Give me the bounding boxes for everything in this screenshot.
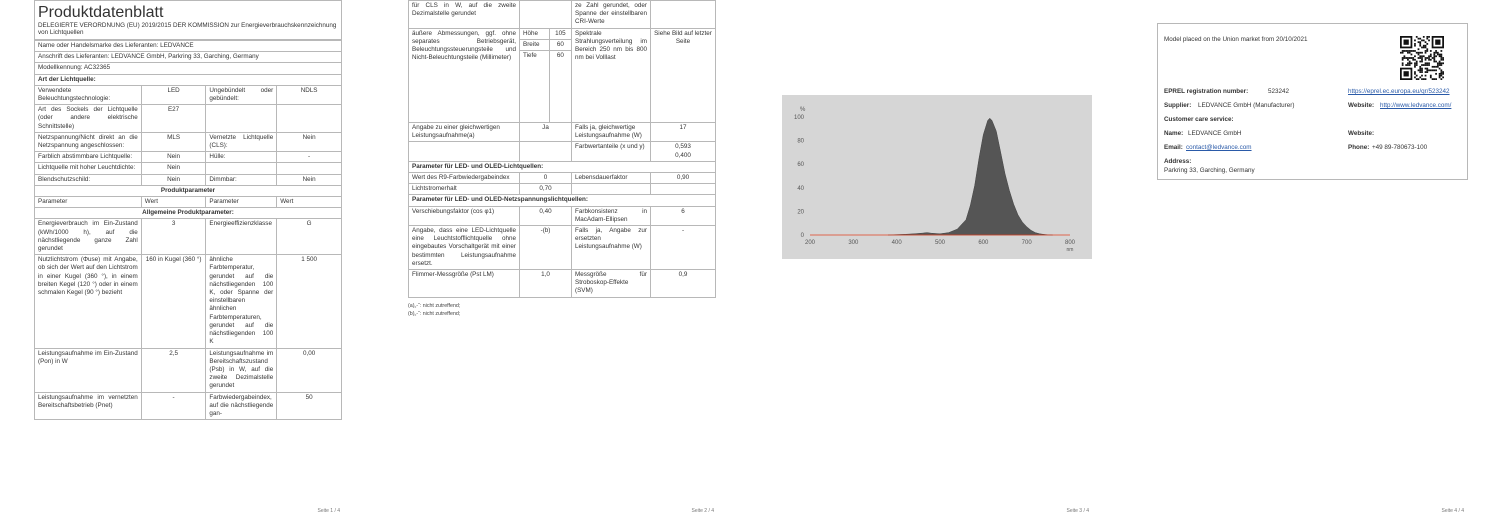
table-cell: NDLS (277, 85, 342, 104)
page-2 (408, 0, 716, 514)
table-cell: Leistungsaufnahme im Bereitschaftszustand (Psb) in W, auf die zweite Dezimalstelle gerundet (206, 348, 277, 392)
footnotes (408, 302, 716, 318)
table-cell: G (277, 219, 342, 255)
table-cell (206, 163, 277, 174)
eprel-label: EPREL registration number: (1164, 88, 1249, 95)
table-row (409, 123, 716, 142)
table-cell: Messgröße für Stroboskop-Effekte (SVM) (572, 270, 651, 298)
website-link[interactable]: http://www.ledvance.com/ (1380, 102, 1452, 109)
table-cell: - (277, 152, 342, 163)
table-cell (206, 105, 277, 133)
table-cell: - (141, 392, 206, 420)
table-cell: 160 in Kugel (360 °) (141, 255, 206, 348)
table-cell (520, 1, 572, 29)
table-cell: 1,0 (520, 270, 572, 298)
dim-name: Breite (520, 39, 550, 50)
table-row (35, 219, 342, 255)
table-cell: Nutzlichtstrom (Φuse) mit Angabe, ob sich der Wert auf den Lichtstrom in einer Kugel (360 °), in einem breiten Kegel (120 °) oder in einem schmalen Kegel (90 °) bezieht (35, 255, 142, 348)
spectral-label: Spektrale Strahlungsverteilung im Bereich 250 nm bis 800 nm bei Volllast (572, 28, 651, 122)
footnote: (a)„-“: nicht zutreffend; (408, 302, 461, 309)
name-label: Name: (1164, 130, 1184, 137)
table-cell: ähnliche Farbtemperatur, gerundet auf die nächstliegenden 100 K, oder Spanne der einstellbaren ähnlichen Farbtemperaturen, gerundet auf die nächstliegenden 100 K (206, 255, 277, 348)
eprel-number: 523242 (1268, 88, 1290, 95)
y-tick-label: 80 (797, 138, 804, 145)
x-tick-label: 700 (1021, 240, 1032, 246)
table-cell: - (651, 226, 716, 270)
table-cell: Flimmer-Messgröße (Pst LM) (409, 270, 520, 298)
table-row (35, 174, 342, 185)
supplier-name: Name oder Handelsmarke des Lieferanten: LEDVANCE (35, 41, 342, 52)
table-row (409, 173, 716, 184)
table-cell: Ja (520, 123, 572, 142)
table-cell: 0,40 (520, 206, 572, 225)
y-tick-label: 0 (800, 233, 804, 239)
table-cell: 1 500 (277, 255, 342, 348)
table-cell (520, 142, 572, 161)
table-row (409, 28, 716, 39)
dim-name: Höhe (520, 28, 550, 39)
page-1 (34, 0, 342, 514)
table-cell (651, 184, 716, 195)
param-header-cell: Parameter (35, 197, 142, 208)
x-tick-label: 500 (934, 240, 946, 246)
table-row (409, 142, 716, 161)
table-cell: Farbkonsistenz in MacAdam-Ellipsen (572, 206, 651, 225)
eprel-card (1157, 23, 1468, 180)
dim-name: Tiefe (520, 51, 550, 123)
market-date: Model placed on the Union market from 20/10/2021 (1164, 36, 1308, 43)
table-cell: Nein (141, 163, 206, 174)
customer-care-label: Customer care service: (1164, 116, 1234, 123)
spectrum-chart (782, 95, 1092, 259)
supplier-value: LEDVANCE GmbH (Manufacturer) (1198, 102, 1295, 109)
supplier-label: Supplier: (1164, 102, 1192, 109)
table-row (409, 270, 716, 298)
table-cell (572, 184, 651, 195)
table-cell: Nein (141, 152, 206, 163)
table-cell: Nein (277, 132, 342, 151)
table-cell: Angabe zu einer gleichwertigen Leistungsaufnahme(a) (409, 123, 520, 142)
table-cell (277, 163, 342, 174)
eprel-link[interactable]: https://eprel.ec.europa.eu/qr/523242 (1348, 88, 1450, 95)
table-cell: E27 (141, 105, 206, 133)
email-link[interactable]: contact@ledvance.com (1186, 144, 1252, 151)
table-cell: Lichtstromerhalt (409, 184, 520, 195)
table-cell: Lebensdauerfaktor (572, 173, 651, 184)
table-row (35, 105, 342, 133)
regulation-subtitle: DELEGIERTE VERORDNUNG (EU) 2019/2015 DER KOMMISSION zur Energieverbrauchskennzeichnung von Lichtquellen (38, 22, 337, 36)
phone-label: Phone: (1348, 144, 1370, 151)
table-cell: 0,9 (651, 270, 716, 298)
table-cell: Leistungsaufnahme im Ein-Zustand (Pon) in W (35, 348, 142, 392)
table-cell: Energieeffizienzklasse (206, 219, 277, 255)
led-params-heading: Parameter für LED- und OLED-Lichtquellen: (409, 161, 716, 172)
table-cell: Ungebündelt oder gebündelt: (206, 85, 277, 104)
y-axis-label: % (800, 107, 806, 113)
table-cell: LED (141, 85, 206, 104)
table-cell: Lichtquelle mit hoher Leuchtdichte: (35, 163, 142, 174)
table-row (35, 348, 342, 392)
address-value: Parkring 33, Garching, Germany (1164, 167, 1255, 174)
table-row (35, 85, 342, 104)
table-cell: Nein (141, 174, 206, 185)
model-id: Modellkennung: AC32365 (35, 63, 342, 74)
x-tick-label: 600 (978, 240, 989, 246)
product-table-2 (408, 0, 716, 298)
table-cell: Farbwiedergabeindex, auf die nächstliegende gan- (206, 392, 277, 420)
table-cell: Angabe, dass eine LED-Lichtquelle eine Leuchtstofflichtquelle ohne eingebautes Vorschaltgerät mit einer bestimmten Leistungsaufnahme ersetzt. (409, 226, 520, 270)
email-label: Email: (1164, 144, 1183, 151)
table-cell: Blendschutzschild: (35, 174, 142, 185)
footnote: (b)„-“: nicht zutreffend; (408, 310, 461, 317)
product-params-heading: Produktparameter (35, 185, 342, 196)
x-axis-label: nm (1066, 247, 1074, 253)
y-tick-label: 40 (797, 185, 804, 192)
name-value: LEDVANCE GmbH (1188, 130, 1242, 137)
y-tick-label: 100 (793, 115, 804, 121)
table-row (409, 206, 716, 225)
y-tick-label: 20 (797, 209, 804, 216)
dim-value: 60 (549, 39, 571, 50)
param-header-cell: Parameter (206, 197, 277, 208)
table-cell: 2,5 (141, 348, 206, 392)
dim-value: 105 (549, 28, 571, 39)
table-row (35, 392, 342, 420)
website-label: Website: (1348, 102, 1375, 109)
table-cell: Verschiebungsfaktor (cos φ1) (409, 206, 520, 225)
product-table-1 (34, 40, 342, 420)
table-cell: Farbwertanteile (x und y) (572, 142, 651, 161)
spectral-value: Siehe Bild auf letzter Seite (651, 28, 716, 122)
table-cell (409, 142, 520, 161)
table-cell: 0 (520, 173, 572, 184)
table-cell: Falls ja, Angabe zur ersetzten Leistungsaufnahme (W) (572, 226, 651, 270)
table-cell: 0,70 (520, 184, 572, 195)
header-box (34, 0, 342, 40)
x-tick-label: 200 (804, 240, 816, 246)
table-cell: Falls ja, gleichwertige Leistungsaufnahme (W) (572, 123, 651, 142)
general-params-heading: Allgemeine Produktparameter: (35, 208, 342, 219)
table-cell (277, 105, 342, 133)
y-tick-label: 60 (797, 162, 804, 169)
phone-value: +49 89-780673-100 (1372, 144, 1428, 151)
table-cell: Farblich abstimmbare Lichtquelle: (35, 152, 142, 163)
table-cell: Dimmbar: (206, 174, 277, 185)
page-number: Seite 3 / 4 (1066, 508, 1089, 514)
table-row (35, 163, 342, 174)
page-title: Produktdatenblatt (38, 4, 164, 21)
table-cell: Verwendete Beleuchtungstechnologie: (35, 85, 142, 104)
table-cell: 17 (651, 123, 716, 142)
page-number: Seite 2 / 4 (691, 508, 714, 514)
table-cell: Wert des R9-Farbwiedergabeindex (409, 173, 520, 184)
param-header-row (35, 197, 342, 208)
x-tick-label: 800 (1064, 240, 1076, 246)
table-row (35, 255, 342, 348)
website2-label: Website: (1348, 130, 1375, 137)
supplier-address: Anschrift des Lieferanten: LEDVANCE GmbH, Parkring 33, Garching, Germany (35, 52, 342, 63)
page-3 (782, 0, 1091, 514)
table-cell: Nein (277, 174, 342, 185)
table-cell: Energieverbrauch im Ein-Zustand (kWh/1000 h), auf die nächstliegende ganze Zahl gerundet (35, 219, 142, 255)
table-row (409, 226, 716, 270)
dims-label: äußere Abmessungen, ggf. ohne separates Betriebsgerät, Beleuchtungssteuerungsteile und Nicht-Beleuchtungsteile (Millimeter) (409, 28, 520, 122)
table-cell: Hülle: (206, 152, 277, 163)
table-row (35, 132, 342, 151)
table-row (409, 1, 716, 29)
param-header-cell: Wert (141, 197, 206, 208)
x-tick-label: 300 (848, 240, 859, 246)
table-cell: für CLS in W, auf die zweite Dezimalstelle gerundet (409, 1, 520, 29)
table-cell (651, 1, 716, 29)
table-cell: 0,00 (277, 348, 342, 392)
address-label: Address: (1164, 158, 1192, 165)
page-number: Seite 1 / 4 (317, 508, 340, 514)
table-cell: 3 (141, 219, 206, 255)
table-cell: 6 (651, 206, 716, 225)
page-number: Seite 4 / 4 (1441, 508, 1464, 514)
table-cell: 0,593 0,400 (651, 142, 716, 161)
table-cell: 50 (277, 392, 342, 420)
table-cell: -(b) (520, 226, 572, 270)
qr-code-icon[interactable] (1400, 36, 1444, 80)
table-cell: Vernetzte Lichtquelle (CLS): (206, 132, 277, 151)
table-cell: MLS (141, 132, 206, 151)
table-cell: ze Zahl gerundet, oder Spanne der einstellbaren CRI-Werte (572, 1, 651, 29)
table-row (35, 152, 342, 163)
x-tick-label: 400 (891, 240, 902, 246)
type-heading: Art der Lichtquelle: (35, 74, 342, 85)
table-row (409, 184, 716, 195)
dim-value: 60 (549, 51, 571, 123)
table-cell: Leistungsaufnahme im vernetzten Bereitschaftsbetrieb (Pnet) (35, 392, 142, 420)
table-cell: 0,90 (651, 173, 716, 184)
table-cell: Netzspannung/Nicht direkt an die Netzspannung angeschlossen: (35, 132, 142, 151)
param-header-cell: Wert (277, 197, 342, 208)
mains-params-heading: Parameter für LED- und OLED-Netzspannungslichtquellen: (409, 195, 716, 206)
table-cell: Art des Sockels der Lichtquelle (oder andere elektrische Schnittstelle) (35, 105, 142, 133)
